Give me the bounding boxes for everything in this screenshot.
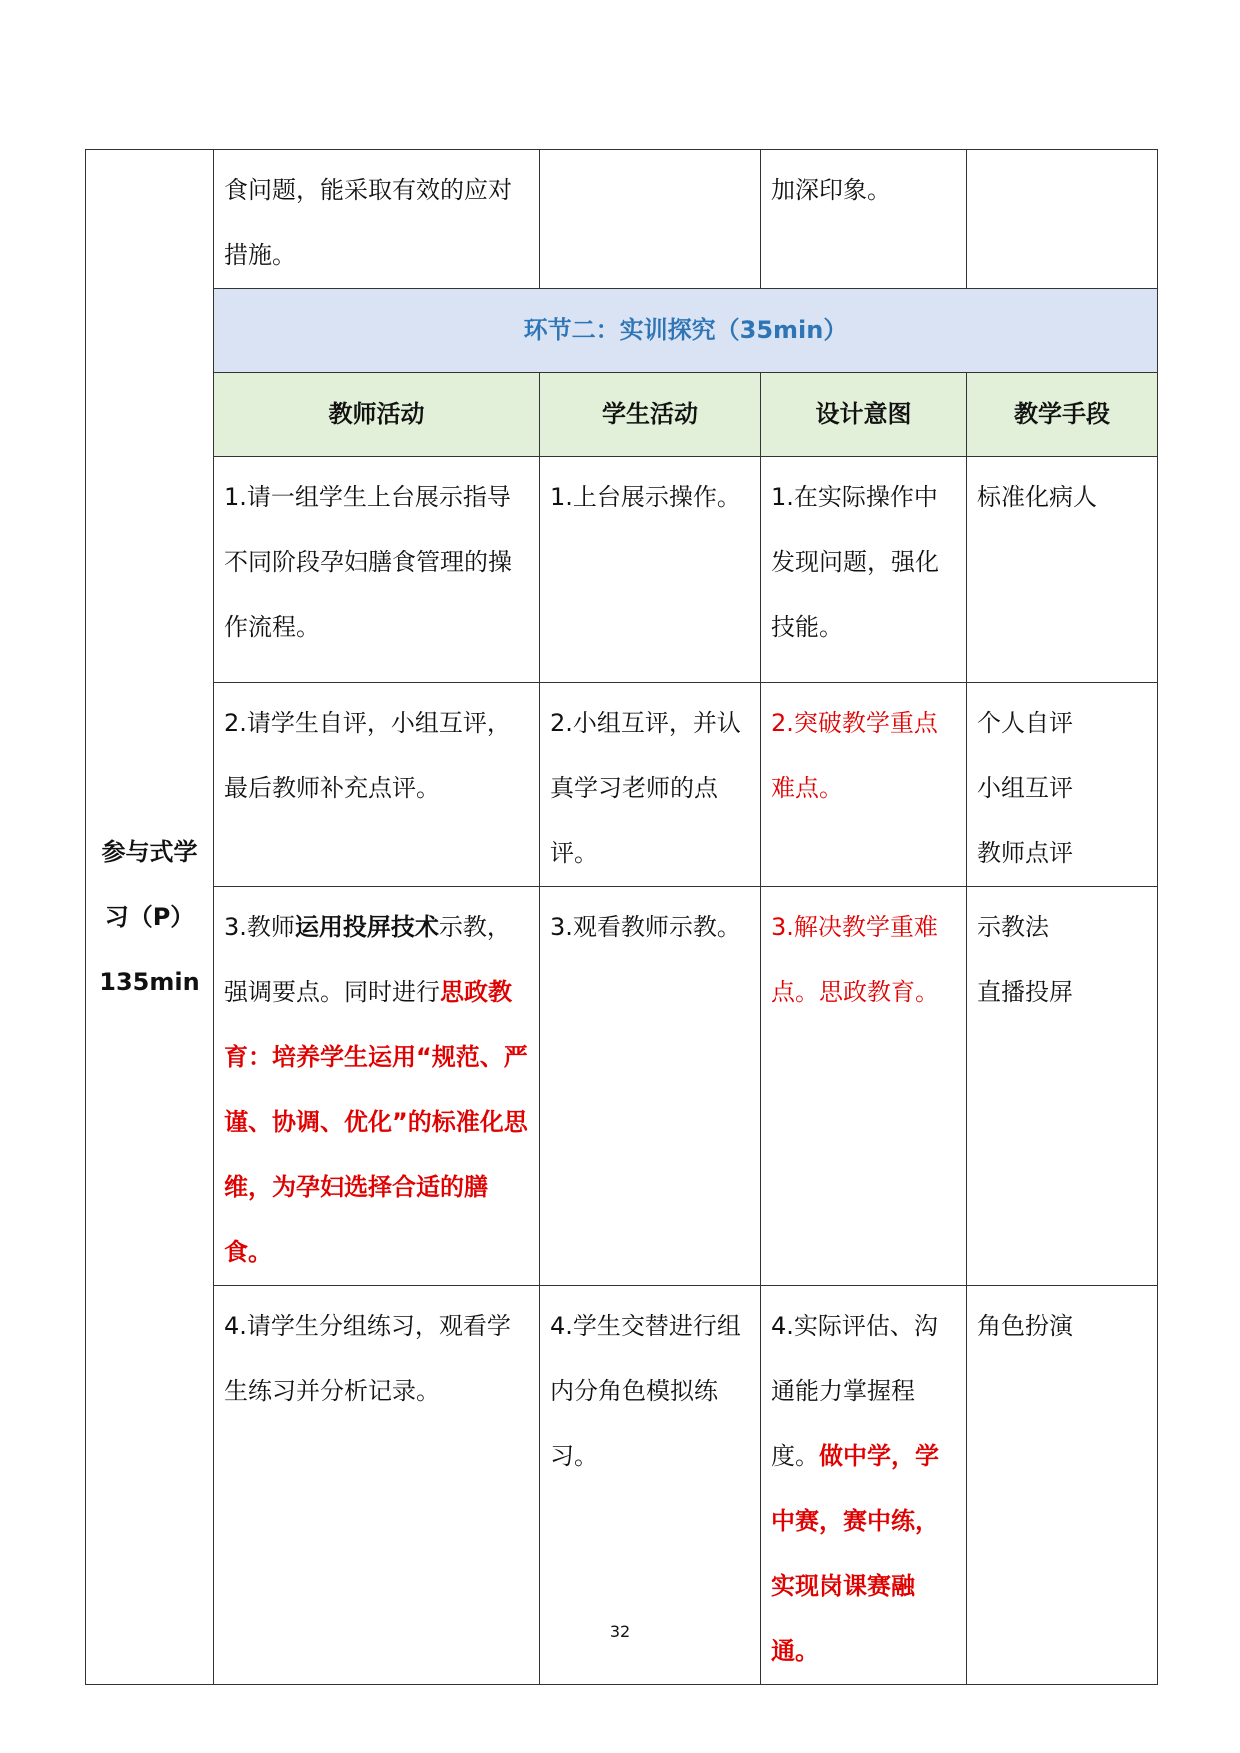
column-header-teacher: 教师活动 <box>214 373 540 457</box>
teaching-means-cell <box>967 683 1158 887</box>
teaching-means-item: 直播投屏 <box>977 978 1073 1006</box>
phase-duration: 135min <box>99 967 200 996</box>
column-header-student: 学生活动 <box>540 373 761 457</box>
ideology-education-text: 思政教育：培养学生运用“规范、严谨、协调、优化”的标准化思维，为孕妇选择合适的膳食。 <box>224 978 528 1266</box>
teacher-emphasis-text: 运用投屏技术 <box>294 913 439 941</box>
design-emphasis-text: 做中学，学中赛，赛中练，实现岗课赛融通。 <box>771 1442 939 1665</box>
teaching-means-item: 教师点评 <box>977 839 1073 867</box>
column-header-design: 设计意图 <box>761 373 967 457</box>
teacher-activity-cell <box>214 887 540 1286</box>
student-activity-cell: 3.观看教师示教。 <box>540 887 761 1286</box>
teacher-activity-cell: 4.请学生分组练习，观看学生练习并分析记录。 <box>214 1286 540 1685</box>
phase-cell <box>86 150 214 1685</box>
teacher-activity-cell: 2.请学生自评，小组互评，最后教师补充点评。 <box>214 683 540 887</box>
teacher-activity-cell: 食问题，能采取有效的应对措施。 <box>214 150 540 289</box>
design-intent-cell: 2.突破教学重点难点。 <box>761 683 967 887</box>
teaching-means-cell <box>967 887 1158 1286</box>
section-header-row <box>86 289 1158 373</box>
teacher-text: 示教，强调要点。同时进行 <box>224 913 511 1006</box>
page-number: 32 <box>609 1622 631 1641</box>
design-intent-cell: 加深印象。 <box>761 150 967 289</box>
teaching-means-item: 示教法 <box>977 913 1049 941</box>
design-intent-cell: 1.在实际操作中发现问题，强化技能。 <box>761 457 967 683</box>
phase-line: 参与式学 <box>101 837 198 866</box>
student-activity-cell: 2.小组互评，并认真学习老师的点评。 <box>540 683 761 887</box>
phase-line: 习（P） <box>104 902 195 931</box>
teacher-activity-cell: 1.请一组学生上台展示指导不同阶段孕妇膳食管理的操作流程。 <box>214 457 540 683</box>
table-row <box>86 457 1158 683</box>
student-activity-cell: 1.上台展示操作。 <box>540 457 761 683</box>
teaching-means-cell: 角色扮演 <box>967 1286 1158 1685</box>
table-row <box>86 683 1158 887</box>
student-activity-cell: 4.学生交替进行组内分角色模拟练习。 <box>540 1286 761 1685</box>
design-intent-cell: 3.解决教学重难点。思政教育。 <box>761 887 967 1286</box>
table-row <box>86 887 1158 1286</box>
design-text: 4.实际评估、沟通能力掌握程度。 <box>771 1312 938 1470</box>
teacher-text: 3.教师 <box>224 913 295 941</box>
lesson-plan-table <box>85 149 1158 1685</box>
column-header-means: 教学手段 <box>967 373 1158 457</box>
teaching-means-item: 小组互评 <box>977 774 1073 802</box>
column-header-row <box>86 373 1158 457</box>
section-title: 环节二：实训探究（35min） <box>214 289 1158 373</box>
teaching-means-item: 个人自评 <box>977 709 1073 737</box>
student-activity-cell <box>540 150 761 289</box>
teaching-means-cell <box>967 150 1158 289</box>
teaching-means-cell: 标准化病人 <box>967 457 1158 683</box>
table-row <box>86 150 1158 289</box>
